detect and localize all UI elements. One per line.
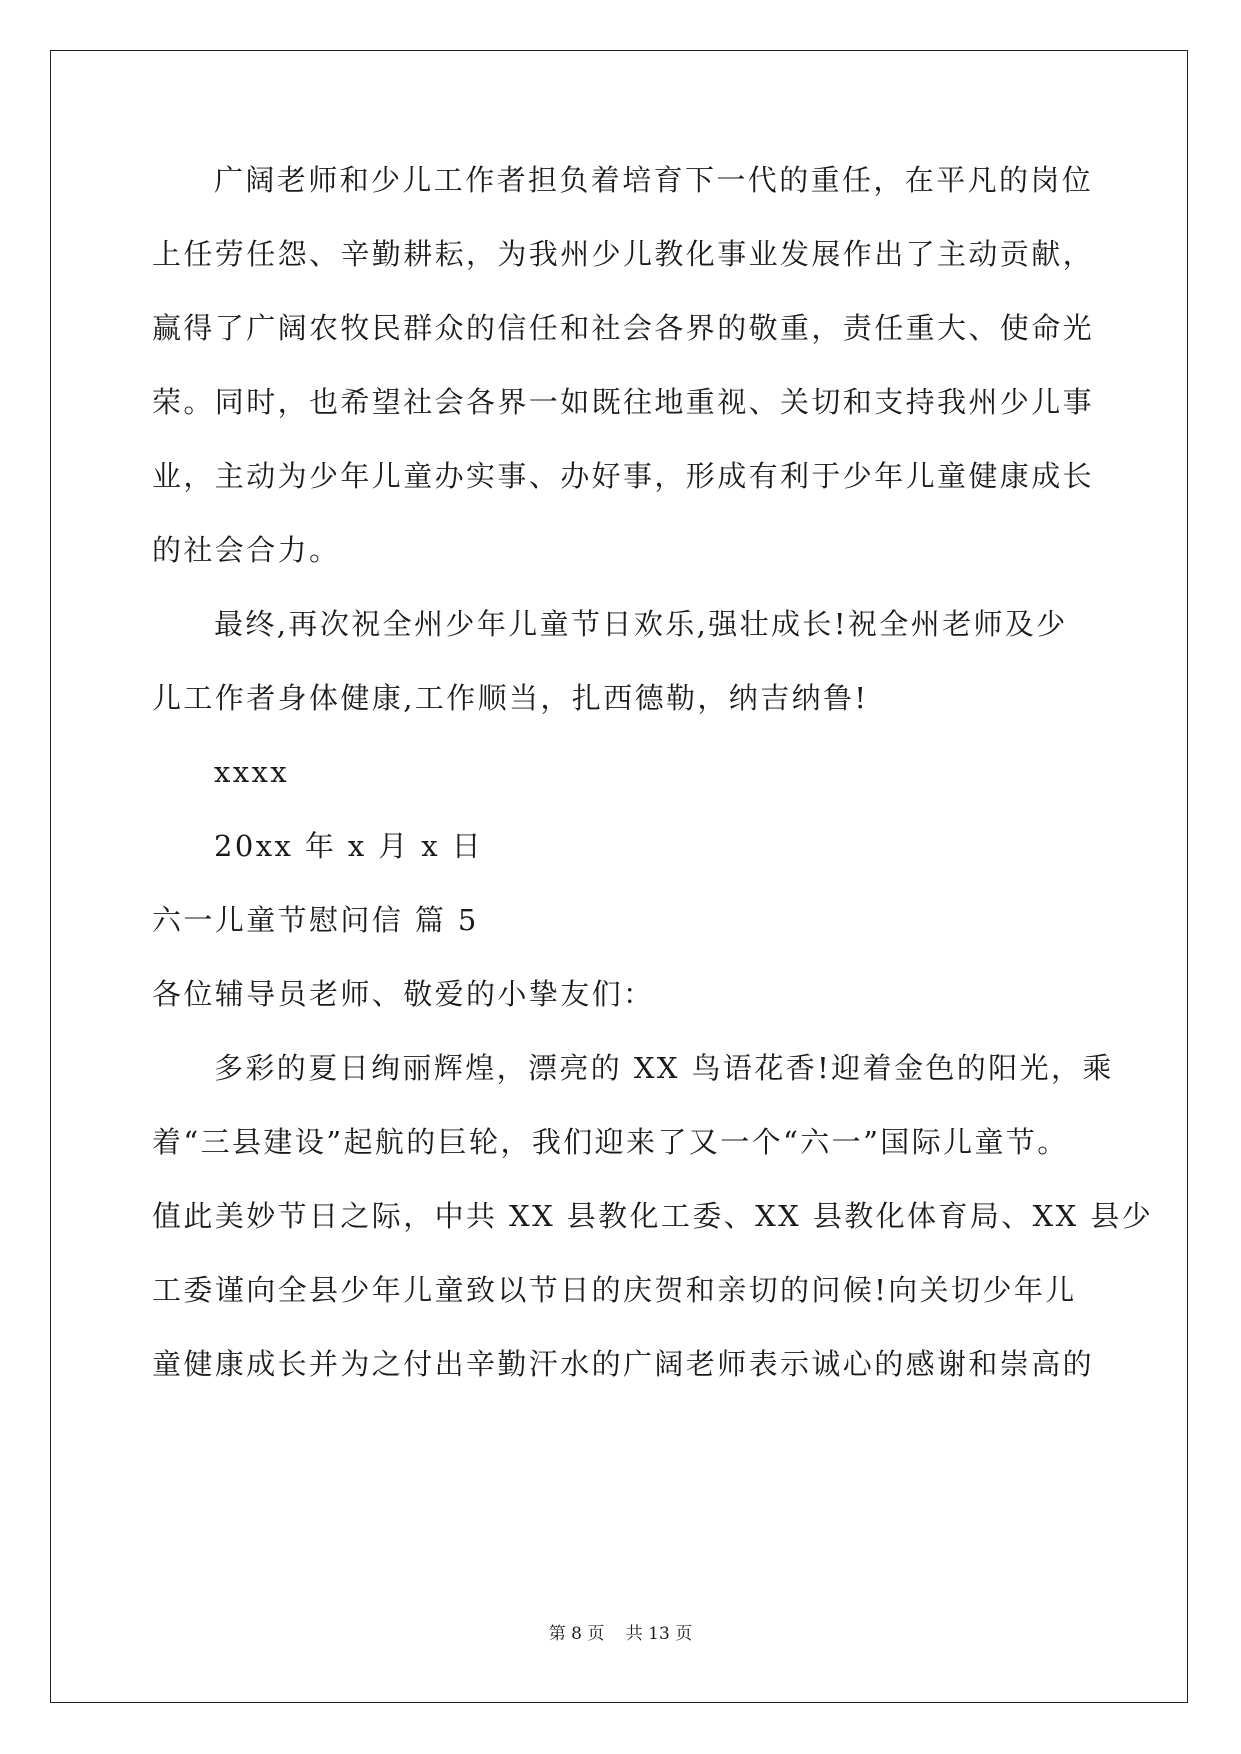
paragraph-1-line-6: 的社会合力。 (152, 533, 341, 567)
signature: xxxx (214, 755, 290, 789)
paragraph-1-line-3: 赢得了广阔农牧民群众的信任和社会各界的敬重，责任重大、使命光 (152, 311, 1095, 345)
paragraph-1-line-2: 上任劳任怨、辛勤耕耘，为我州少儿教化事业发展作出了主动贡献， (152, 237, 1095, 271)
page-number-total: 共 13 页 (625, 1624, 693, 1644)
paragraph-1-line-4: 荣。同时，也希望社会各界一如既往地重视、关切和支持我州少儿事 (152, 385, 1095, 419)
paragraph-3-line-5: 童健康成长并为之付出辛勤汗水的广阔老师表示诚心的感谢和崇高的 (152, 1347, 1095, 1381)
salutation: 各位辅导员老师、敬爱的小挚友们： (152, 977, 655, 1011)
paragraph-1-line-1: 广阔老师和少儿工作者担负着培育下一代的重任，在平凡的岗位 (214, 163, 1094, 197)
paragraph-3-line-3: 值此美妙节日之际，中共 XX 县教化工委、XX 县教化体育局、XX 县少 (152, 1199, 1154, 1233)
paragraph-2-line-2: 儿工作者身体健康,工作顺当，扎西德勒，纳吉纳鲁! (152, 681, 869, 715)
paragraph-3-line-1: 多彩的夏日绚丽辉煌，漂亮的 XX 鸟语花香!迎着金色的阳光，乘 (214, 1051, 1114, 1085)
page-number-current: 第 8 页 (548, 1624, 605, 1644)
page-border (50, 50, 1188, 1703)
paragraph-3-line-2: 着“三县建设”起航的巨轮，我们迎来了又一个“六一”国际儿童节。 (152, 1125, 1069, 1159)
paragraph-1-line-5: 业，主动为少年儿童办实事、办好事，形成有利于少年儿童健康成长 (152, 459, 1095, 493)
paragraph-2-line-1: 最终,再次祝全州少年儿童节日欢乐,强壮成长!祝全州老师及少 (214, 607, 1068, 641)
page-footer (0, 1622, 1241, 1646)
paragraph-3-line-4: 工委谨向全县少年儿童致以节日的庆贺和亲切的问候!向关切少年儿 (152, 1273, 1077, 1307)
date: 20xx 年 x 月 x 日 (214, 829, 484, 863)
section-title: 六一儿童节慰问信 篇 5 (152, 903, 479, 937)
